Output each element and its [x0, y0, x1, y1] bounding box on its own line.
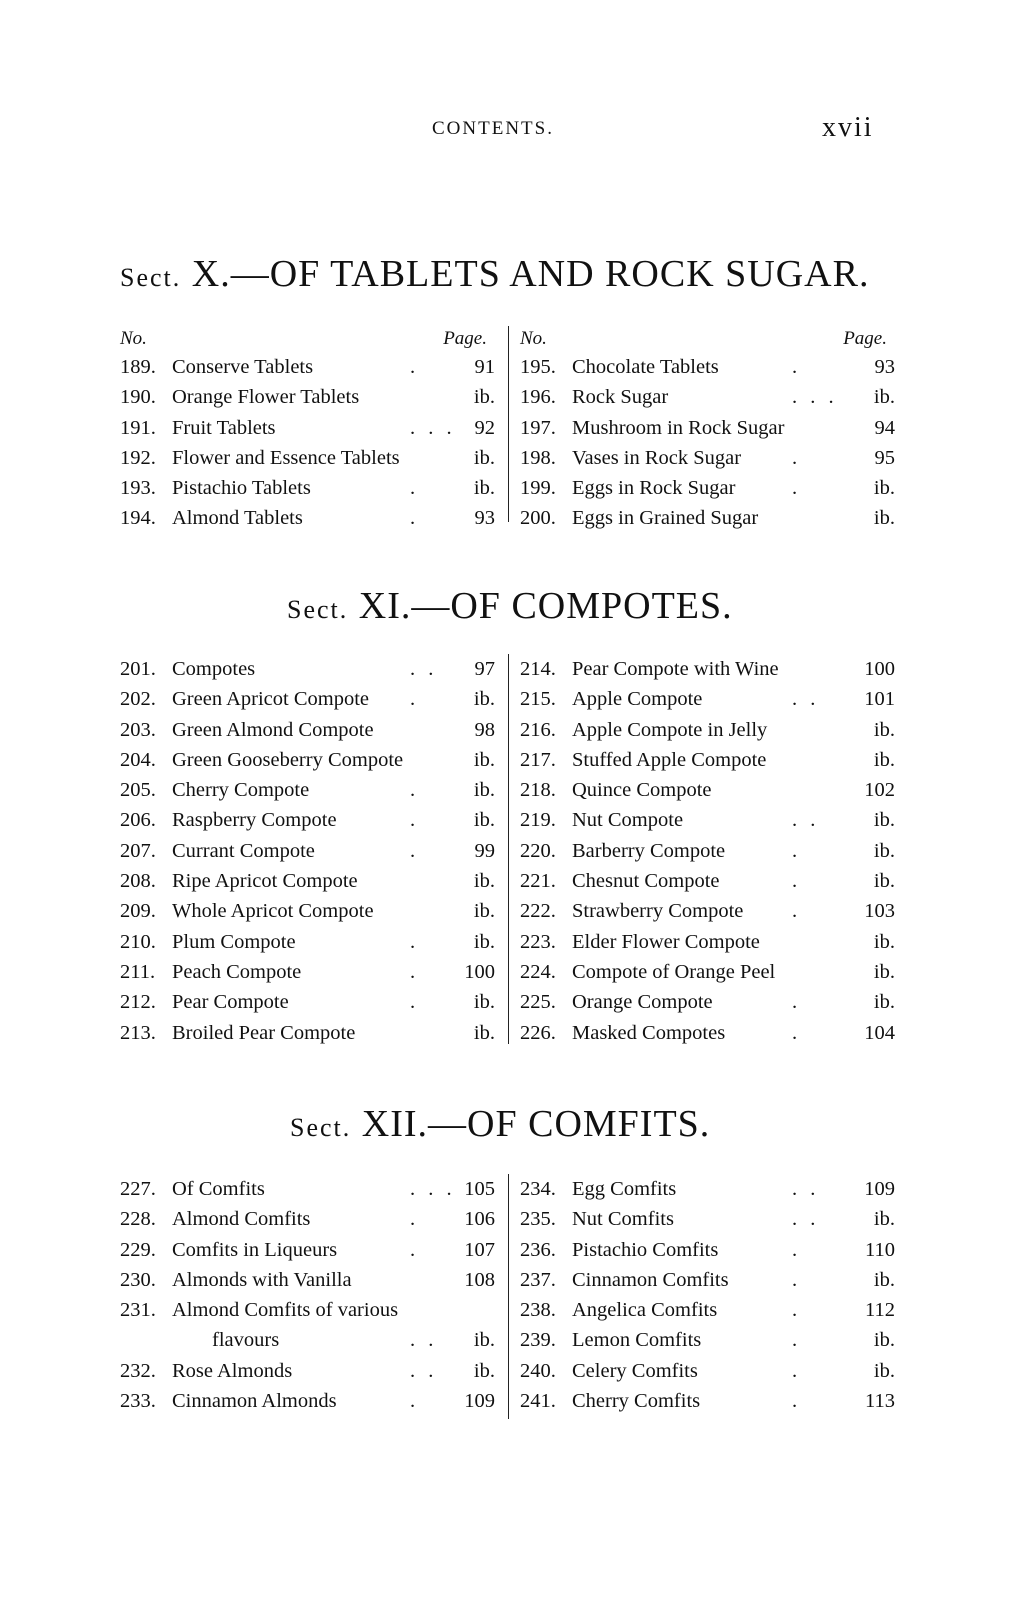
toc-entry [520, 805, 895, 835]
entry-title: Rose Almonds [172, 1359, 293, 1382]
entry-number: 234. [520, 1178, 556, 1200]
entry-page: 102 [864, 779, 895, 802]
entry-page: 91 [474, 356, 495, 378]
entry-leader-dots: . . . [410, 416, 456, 439]
entry-page: 95 [874, 446, 895, 469]
entry-title: Angelica Comfits [572, 1299, 718, 1322]
entry-number: 210. [120, 930, 156, 953]
toc-entry [120, 745, 495, 775]
toc-entry [520, 1174, 895, 1204]
entry-page: ib. [873, 839, 895, 862]
entry-number: 214. [520, 658, 556, 680]
entry-number: 207. [120, 839, 156, 862]
entry-title: Chocolate Tablets [572, 356, 719, 378]
entry-leader-dots: . [410, 1208, 420, 1231]
entry-leader-dots: . [792, 839, 802, 862]
entry-title: Rock Sugar [572, 386, 669, 409]
entry-title: Masked Compotes [572, 1021, 726, 1044]
entry-leader-dots: . [792, 900, 802, 923]
number-header: No. [520, 328, 547, 349]
toc-entry [520, 1325, 895, 1355]
entry-page: 103 [864, 900, 895, 923]
entry-title: Pistachio Tablets [172, 477, 311, 500]
toc-entry [120, 352, 495, 382]
entry-title: Almond Comfits [172, 1208, 311, 1231]
entry-page: 92 [474, 416, 495, 439]
entry-page: 104 [864, 1021, 895, 1044]
entry-leader-dots: . [792, 1299, 802, 1322]
entry-number: 237. [520, 1268, 556, 1291]
toc-entry [120, 1356, 495, 1386]
entry-title: Ripe Apricot Compote [172, 870, 358, 893]
running-head-title: CONTENTS. [432, 118, 554, 139]
entry-title: Compote of Orange Peel [572, 960, 776, 983]
toc-column-right [520, 654, 895, 1048]
section-prefix: Sect. [120, 263, 182, 292]
entry-title: Of Comfits [172, 1178, 265, 1200]
entry-page: ib. [473, 809, 495, 832]
entry-page: ib. [873, 930, 895, 953]
entry-page: 93 [874, 356, 895, 378]
toc-block [120, 326, 895, 530]
entry-title: Barberry Compote [572, 839, 726, 862]
entry-number: 204. [120, 748, 156, 771]
toc-block [120, 654, 895, 1054]
toc-entry [520, 443, 895, 473]
entry-page: ib. [473, 779, 495, 802]
entry-title: Almond Tablets [172, 507, 303, 530]
column-divider [508, 1174, 509, 1419]
entry-number: 239. [520, 1329, 556, 1352]
entry-page: 99 [474, 839, 495, 862]
toc-entry [120, 1174, 495, 1204]
entry-number: 229. [120, 1238, 156, 1261]
entry-number: 203. [120, 718, 156, 741]
entry-page: ib. [473, 991, 495, 1014]
entry-number: 224. [520, 960, 556, 983]
entry-number: 200. [520, 507, 556, 530]
entry-title: Orange Flower Tablets [172, 386, 360, 409]
entry-number: 228. [120, 1208, 156, 1231]
toc-column-left [120, 654, 495, 1048]
toc-entry [120, 1295, 495, 1325]
entry-page: 107 [464, 1238, 495, 1261]
entry-title: Plum Compote [172, 930, 296, 953]
entry-number: 190. [120, 386, 156, 409]
entry-leader-dots: . . [410, 1329, 438, 1352]
toc-entry [120, 413, 495, 443]
entry-title: Cinnamon Comfits [572, 1268, 729, 1291]
toc-entry [120, 775, 495, 805]
toc-column-right [520, 326, 895, 534]
entry-number: 232. [120, 1359, 156, 1382]
entry-number: 219. [520, 809, 556, 832]
entry-number: 192. [120, 446, 156, 469]
entry-page: ib. [873, 386, 895, 409]
entry-title: Green Almond Compote [172, 718, 374, 741]
entry-leader-dots: . [410, 809, 420, 832]
page-header: Page. [443, 328, 487, 349]
entry-number: 209. [120, 900, 156, 923]
toc-entry [520, 896, 895, 926]
entry-number: 223. [520, 930, 556, 953]
toc-entry [120, 382, 495, 412]
toc-entry [520, 957, 895, 987]
entry-title: Strawberry Compote [572, 900, 744, 923]
toc-entry [520, 775, 895, 805]
entry-page: ib. [473, 930, 495, 953]
entry-page: ib. [873, 809, 895, 832]
entry-leader-dots: . [792, 991, 802, 1014]
entry-title: Fruit Tablets [172, 416, 276, 439]
toc-entry [120, 896, 495, 926]
entry-title: Mushroom in Rock Sugar [572, 416, 785, 439]
entry-title: Green Apricot Compote [172, 688, 369, 711]
entry-leader-dots: . [792, 446, 802, 469]
entry-leader-dots: . [792, 1390, 802, 1413]
entry-leader-dots: . [410, 1238, 420, 1261]
entry-title: Cinnamon Almonds [172, 1390, 337, 1413]
toc-entry [520, 413, 895, 443]
entry-page: 94 [874, 416, 895, 439]
entry-leader-dots: . . [792, 688, 820, 711]
entry-leader-dots: . [792, 1021, 802, 1044]
entry-title: Cherry Compote [172, 779, 310, 802]
entry-page: ib. [873, 477, 895, 500]
toc-entry [520, 987, 895, 1017]
entry-title: Vases in Rock Sugar [572, 446, 742, 469]
toc-entry [120, 684, 495, 714]
entry-title: Chesnut Compote [572, 870, 720, 893]
entry-page: ib. [873, 718, 895, 741]
entry-title: Apple Compote in Jelly [572, 718, 768, 741]
entry-page: 105 [464, 1178, 495, 1200]
entry-page: ib. [473, 900, 495, 923]
toc-column-left [120, 1174, 495, 1416]
toc-entry [520, 1265, 895, 1295]
entry-leader-dots: . . [792, 1178, 820, 1200]
entry-page: ib. [473, 477, 495, 500]
entry-number: 212. [120, 991, 156, 1014]
entry-number: 221. [520, 870, 556, 893]
entry-leader-dots: . [792, 356, 802, 378]
entry-title: Orange Compote [572, 991, 713, 1014]
entry-leader-dots: . . [410, 658, 438, 680]
entry-title: Conserve Tablets [172, 356, 314, 378]
entry-leader-dots: . [410, 1390, 420, 1413]
toc-entry [520, 1018, 895, 1048]
entry-title: Comfits in Liqueurs [172, 1238, 338, 1261]
entry-number: 236. [520, 1238, 556, 1261]
entry-number: 240. [520, 1359, 556, 1382]
toc-entry [120, 1265, 495, 1295]
column-divider [508, 326, 509, 522]
toc-block [120, 1174, 895, 1424]
toc-entry [520, 745, 895, 775]
entry-title: flavours [212, 1329, 280, 1352]
entry-leader-dots: . [792, 477, 802, 500]
entry-number: 231. [120, 1299, 156, 1322]
entry-leader-dots: . [792, 870, 802, 893]
toc-entry [520, 715, 895, 745]
entry-number: 216. [520, 718, 556, 741]
entry-title: Flower and Essence Tablets [172, 446, 400, 469]
entry-number: 222. [520, 900, 556, 923]
toc-entry [520, 503, 895, 533]
entry-number: 241. [520, 1390, 556, 1413]
entry-number: 195. [520, 356, 556, 378]
entry-page: ib. [873, 748, 895, 771]
entry-page: ib. [473, 446, 495, 469]
entry-number: 189. [120, 356, 156, 378]
toc-entry [520, 684, 895, 714]
entry-title: Pistachio Comfits [572, 1238, 719, 1261]
entry-leader-dots: . [792, 1329, 802, 1352]
entry-number: 225. [520, 991, 556, 1014]
toc-entry [520, 1235, 895, 1265]
entry-title: Green Gooseberry Compote [172, 748, 404, 771]
entry-number: 198. [520, 446, 556, 469]
entry-number: 226. [520, 1021, 556, 1044]
entry-title: Apple Compote [572, 688, 703, 711]
entry-title: Quince Compote [572, 779, 712, 802]
entry-leader-dots: . [410, 477, 420, 500]
entry-page: ib. [473, 870, 495, 893]
toc-entry [120, 715, 495, 745]
entry-title: Almond Comfits of various [172, 1299, 399, 1322]
entry-page: ib. [473, 386, 495, 409]
entry-leader-dots: . [792, 1268, 802, 1291]
entry-page: 109 [864, 1178, 895, 1200]
toc-entry [520, 1356, 895, 1386]
column-header-row [120, 326, 495, 352]
entry-title: Eggs in Rock Sugar [572, 477, 736, 500]
entry-page: ib. [873, 1268, 895, 1291]
entry-page: ib. [473, 1359, 495, 1382]
entry-number: 238. [520, 1299, 556, 1322]
section-heading [120, 252, 869, 296]
entry-number: 233. [120, 1390, 156, 1413]
toc-entry [120, 1018, 495, 1048]
toc-entry [120, 443, 495, 473]
column-divider [508, 654, 509, 1044]
entry-number: 193. [120, 477, 156, 500]
entry-leader-dots: . . [792, 1208, 820, 1231]
entry-number: 235. [520, 1208, 556, 1231]
entry-title: Pear Compote with Wine [572, 658, 779, 680]
section-prefix: Sect. [290, 1113, 352, 1142]
entry-leader-dots: . [410, 991, 420, 1014]
entry-number: 227. [120, 1178, 156, 1200]
entry-page: ib. [873, 1329, 895, 1352]
entry-page: 110 [865, 1238, 895, 1261]
entry-title: Currant Compote [172, 839, 315, 862]
toc-entry [520, 927, 895, 957]
entry-page: 98 [474, 718, 495, 741]
toc-entry [520, 1204, 895, 1234]
toc-entry [120, 957, 495, 987]
toc-entry [120, 473, 495, 503]
entry-page: ib. [873, 1359, 895, 1382]
entry-leader-dots: . [410, 779, 420, 802]
entry-title: Lemon Comfits [572, 1329, 702, 1352]
page-header: Page. [843, 328, 887, 349]
toc-entry [520, 866, 895, 896]
entry-title: Nut Comfits [572, 1208, 674, 1231]
entry-title: Cherry Comfits [572, 1390, 701, 1413]
column-header-row [520, 326, 895, 352]
entry-number: 206. [120, 809, 156, 832]
toc-entry [120, 927, 495, 957]
entry-number: 205. [120, 779, 156, 802]
entry-number: 202. [120, 688, 156, 711]
entry-number: 201. [120, 658, 156, 680]
toc-entry [120, 1204, 495, 1234]
entry-number: 211. [120, 960, 156, 983]
entry-leader-dots: . [792, 1359, 802, 1382]
section-heading [287, 584, 733, 628]
entry-leader-dots: . . . [792, 386, 838, 409]
toc-entry [120, 1386, 495, 1416]
toc-entry [520, 352, 895, 382]
entry-page: ib. [873, 960, 895, 983]
entry-page: 101 [864, 688, 895, 711]
entry-number: 196. [520, 386, 556, 409]
entry-page: 106 [464, 1208, 495, 1231]
toc-entry [520, 836, 895, 866]
entry-page: ib. [873, 507, 895, 530]
entry-number: 220. [520, 839, 556, 862]
toc-entry [120, 654, 495, 684]
entry-number: 194. [120, 507, 156, 530]
entry-title: Whole Apricot Compote [172, 900, 374, 923]
entry-page: 113 [865, 1390, 895, 1413]
entry-page: 97 [474, 658, 495, 680]
entry-page: ib. [473, 1021, 495, 1044]
entry-number: 230. [120, 1268, 156, 1291]
entry-page: ib. [473, 688, 495, 711]
entry-page: ib. [473, 1329, 495, 1352]
toc-entry [120, 836, 495, 866]
entry-title: Pear Compote [172, 991, 289, 1014]
entry-title: Eggs in Grained Sugar [572, 507, 759, 530]
entry-title: Compotes [172, 658, 256, 680]
entry-title: Peach Compote [172, 960, 302, 983]
toc-entry [120, 805, 495, 835]
entry-leader-dots: . [410, 688, 420, 711]
entry-title: Stuffed Apple Compote [572, 748, 767, 771]
entry-leader-dots: . [410, 839, 420, 862]
toc-entry [520, 654, 895, 684]
entry-leader-dots: . . [792, 809, 820, 832]
entry-page: 100 [864, 658, 895, 680]
section-prefix: Sect. [287, 595, 349, 624]
entry-number: 197. [520, 416, 556, 439]
entry-number: 208. [120, 870, 156, 893]
entry-page: ib. [873, 1208, 895, 1231]
section-title: XII.—OF COMFITS. [361, 1103, 711, 1145]
section-title: XI.—OF COMPOTES. [358, 585, 733, 627]
entry-number: 217. [520, 748, 556, 771]
toc-entry [120, 1325, 495, 1355]
entry-title: Almonds with Vanilla [172, 1268, 352, 1291]
section-heading [290, 1102, 710, 1146]
entry-page: ib. [873, 991, 895, 1014]
page-folio: xvii [822, 112, 874, 143]
entry-leader-dots: . [410, 356, 420, 378]
entry-title: Elder Flower Compote [572, 930, 760, 953]
entry-number: 213. [120, 1021, 156, 1044]
entry-title: Broiled Pear Compote [172, 1021, 356, 1044]
entry-leader-dots: . . . [410, 1178, 456, 1200]
entry-leader-dots: . [792, 1238, 802, 1261]
toc-entry [520, 473, 895, 503]
toc-entry [120, 503, 495, 533]
entry-number: 218. [520, 779, 556, 802]
toc-entry [120, 987, 495, 1017]
entry-number: 199. [520, 477, 556, 500]
entry-page: 108 [464, 1268, 495, 1291]
entry-title: Nut Compote [572, 809, 684, 832]
toc-column-right [520, 1174, 895, 1416]
toc-entry [120, 866, 495, 896]
toc-entry [120, 1235, 495, 1265]
entry-page: 93 [474, 507, 495, 530]
entry-number: 191. [120, 416, 156, 439]
running-head [0, 112, 1035, 148]
toc-entry [520, 1295, 895, 1325]
section-title: X.—OF TABLETS AND ROCK SUGAR. [191, 253, 870, 295]
entry-page: 112 [865, 1299, 895, 1322]
entry-page: ib. [873, 870, 895, 893]
entry-leader-dots: . [410, 930, 420, 953]
entry-page: 109 [464, 1390, 495, 1413]
entry-leader-dots: . [410, 960, 420, 983]
toc-entry [520, 382, 895, 412]
entry-number: 215. [520, 688, 556, 711]
entry-title: Celery Comfits [572, 1359, 698, 1382]
entry-page: 100 [464, 960, 495, 983]
number-header: No. [120, 328, 147, 349]
entry-title: Raspberry Compote [172, 809, 337, 832]
entry-leader-dots: . . [410, 1359, 438, 1382]
entry-leader-dots: . [410, 507, 420, 530]
entry-title: Egg Comfits [572, 1178, 677, 1200]
entry-page: ib. [473, 748, 495, 771]
toc-column-left [120, 326, 495, 534]
toc-entry [520, 1386, 895, 1416]
